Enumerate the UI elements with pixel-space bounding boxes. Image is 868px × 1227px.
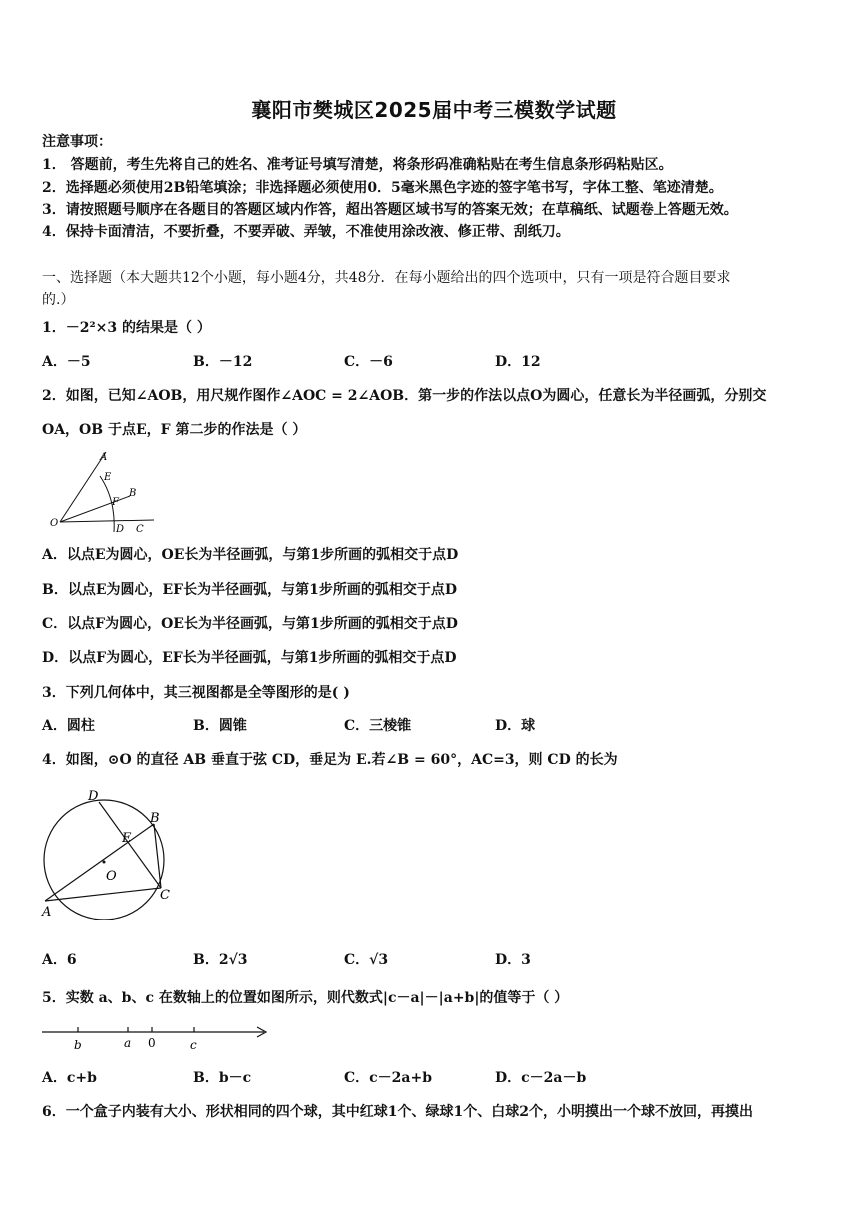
option-b: B．圆锥 (193, 718, 247, 734)
notice-heading: 注意事项： (42, 134, 112, 150)
notice-item: 2．选择题必须使用2B铅笔填涂；非选择题必须使用0．5毫米黑色字迹的签字笔书写，字体工整、笔迹清楚。 (42, 180, 723, 196)
option-b: B．－12 (193, 354, 253, 370)
question-4-options (42, 950, 842, 970)
ray-ob (60, 496, 130, 522)
chord-ac (45, 888, 161, 901)
question-6-stem: 6．一个盒子内装有大小、形状相同的四个球，其中红球1个、绿球1个、白球2个，小明摸出一个球不放回，再摸出 (42, 1104, 753, 1120)
label-o: O (106, 869, 117, 884)
label-d: D (88, 789, 99, 804)
question-1-stem: 1．－2²×3 的结果是（ ） (42, 320, 211, 336)
question-5-options (42, 1068, 842, 1088)
label-f: F (112, 497, 119, 508)
option-a: A．圆柱 (42, 718, 95, 734)
notice-item: 3．请按照题号顺序在各题目的答题区域内作答，超出答题区域书写的答案无效；在草稿纸、试题卷上答题无效。 (42, 202, 738, 218)
option-d: D．12 (495, 354, 541, 370)
label-o: O (50, 518, 59, 529)
page-title: 襄阳市樊城区2025届中考三模数学试题 (251, 98, 617, 122)
question-2-option-b: B．以点E为圆心，EF长为半径画弧，与第1步所画的弧相交于点D (42, 582, 457, 598)
option-c: C．c－2a+b (344, 1070, 432, 1086)
notice-item: 4．保持卡面清洁，不要折叠，不要弄破、弄皱，不准使用涂改液、修正带、刮纸刀。 (42, 224, 570, 240)
question-3-options (42, 716, 842, 736)
diameter-ab (45, 824, 154, 901)
label-e: E (122, 831, 132, 846)
label-c: C (160, 888, 170, 903)
label-a: A (100, 452, 108, 463)
option-c: C．－6 (344, 354, 393, 370)
circle-figure (36, 784, 186, 920)
label-d: D (116, 524, 125, 535)
question-2-stem-cont: OA，OB 于点E，F 第二步的作法是（ ） (42, 422, 307, 438)
label-a: a (124, 1036, 132, 1050)
option-d: D．球 (495, 718, 536, 734)
option-d: D．c－2a－b (495, 1070, 587, 1086)
label-c: c (190, 1038, 197, 1052)
option-b: B．2√3 (193, 952, 248, 968)
question-2-option-a: A．以点E为圆心，OE长为半径画弧，与第1步所画的弧相交于点D (42, 547, 459, 563)
label-e: E (104, 472, 112, 483)
option-a: A．－5 (42, 354, 91, 370)
option-a: A．c+b (42, 1070, 97, 1086)
angle-construction-figure (48, 448, 158, 536)
label-b: b (74, 1038, 82, 1052)
question-4-stem: 4．如图，⊙O 的直径 AB 垂直于弦 CD，垂足为 E.若∠B = 60°，AC=3，则 CD 的长为 (42, 752, 618, 768)
question-2-option-c: C．以点F为圆心，OE长为半径画弧，与第1步所画的弧相交于点D (42, 616, 458, 632)
option-a: A．6 (42, 952, 77, 968)
question-5-stem: 5．实数 a、b、c 在数轴上的位置如图所示，则代数式|c－a|－|a+b|的值等于（ ） (42, 990, 569, 1006)
label-c: C (136, 524, 144, 535)
section-heading: 一、选择题（本大题共12个小题，每小题4分，共48分．在每小题给出的四个选项中，只有一项是符合题目要求 (42, 270, 731, 286)
notice-item: 1． 答题前，考生先将自己的姓名、准考证号填写清楚，将条形码准确粘贴在考生信息条形码粘贴区。 (42, 157, 673, 173)
label-b: B (150, 811, 160, 826)
option-c: C．三棱锥 (344, 718, 412, 734)
section-heading-cont: 的.） (42, 292, 75, 308)
option-c: C．√3 (344, 952, 389, 968)
number-line-figure (40, 1018, 270, 1054)
center-point (103, 861, 106, 864)
question-2-option-d: D．以点F为圆心，EF长为半径画弧，与第1步所画的弧相交于点D (42, 650, 457, 666)
label-a: A (42, 905, 52, 920)
question-3-stem: 3．下列几何体中，其三视图都是全等图形的是( ) (42, 685, 350, 701)
question-2-stem: 2．如图，已知∠AOB，用尺规作图作∠AOC = 2∠AOB．第一步的作法以点O为圆心，任意长为半径画弧，分别交 (42, 388, 767, 404)
label-b: B (129, 488, 137, 499)
option-b: B．b－c (193, 1070, 252, 1086)
label-zero: 0 (148, 1036, 156, 1050)
option-d: D．3 (495, 952, 531, 968)
ray-oc (60, 520, 154, 522)
question-1-options (42, 352, 842, 372)
